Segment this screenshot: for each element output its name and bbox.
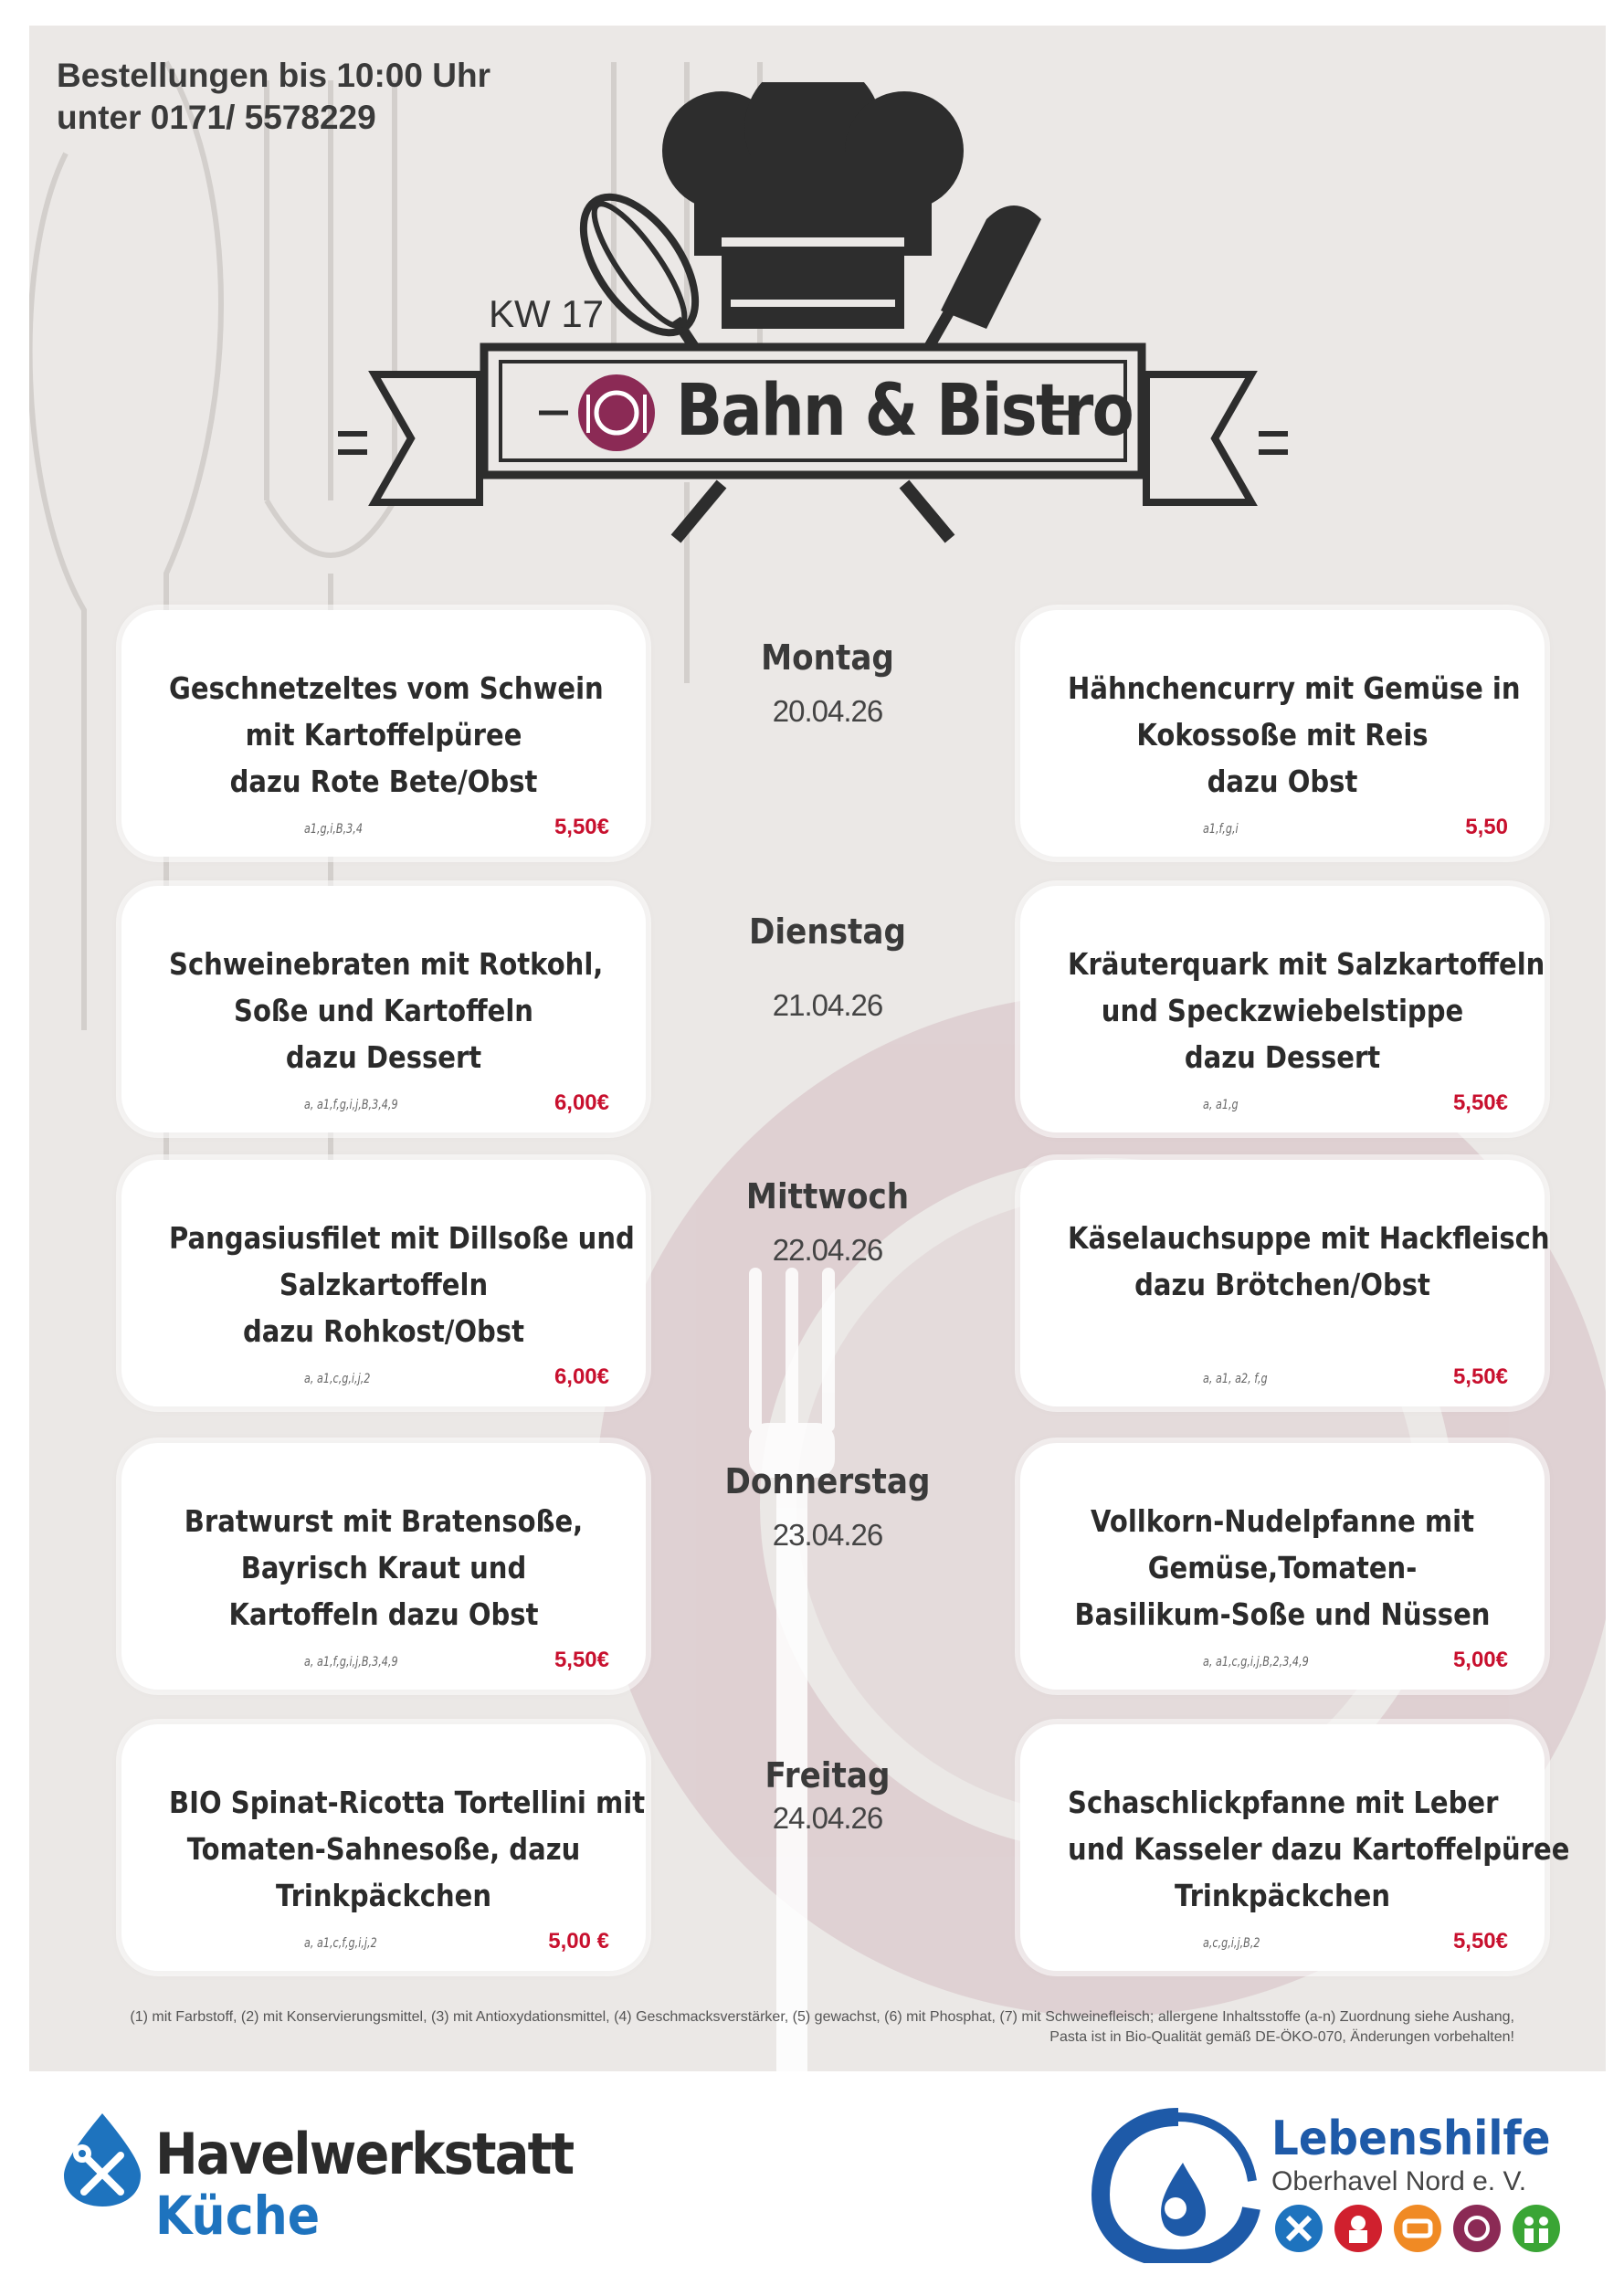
brand-title: Bahn & Bistro [676,370,1134,452]
price: 5,50 [1465,815,1508,839]
menu-card-thursday-left [121,1443,646,1690]
menu-card-friday-right [1020,1724,1570,1971]
day-wednesday [691,1176,965,1268]
allergen-codes: a,c,g,i,j,B,2 [1203,1936,1260,1951]
day-name: Dienstag [749,911,906,952]
menu-card-monday-left [121,610,646,857]
dish-text: Geschnetzeltes vom Schwein mit Kartoffelpüree dazu Rote Bete/Obst [169,670,604,799]
week-number: KW 17 [489,292,605,335]
price: 5,50€ [1452,1929,1508,1954]
menu-card-friday-left [121,1724,646,1971]
price: 6,00€ [554,1364,609,1389]
lebenshilfe-subtitle: Oberhavel Nord e. V. [1271,2166,1527,2196]
footnote: (1) mit Farbstoff, (2) mit Konservierungsmittel, (3) mit Antioxydationsmittel, (4) Geschmacksverstärker, (5) gewachst, (6) mit Phosphat, (7) mit Schweinefleisch; allergene Inhaltsstoffe (a-n) Zuordnung siehe Aushang, Pasta ist in Bio-Qualität gemäß DE-ÖKO-070, Änderungen vorbehalten! [130,2009,1514,2045]
chef-hat-icon [662,82,964,329]
day-date: 22.04.26 [772,1233,883,1267]
day-name: Donnerstag [724,1461,931,1501]
tools-icon [1275,2205,1323,2252]
dish-text: Kräuterquark mit Salzkartoffeln und Speckzwiebelstippe dazu Dessert [1068,946,1545,1075]
price: 5,50€ [554,815,609,839]
day-monday [691,637,965,729]
price: 5,50€ [554,1648,609,1672]
dish-text: Vollkorn-Nudelpfanne mit Gemüse,Tomaten- Basilikum-Soße und Nüssen [1074,1503,1491,1632]
price: 6,00€ [554,1090,609,1115]
day-date: 23.04.26 [772,1518,883,1552]
dish-text: Bratwurst mit Bratensoße, Bayrisch Kraut und Kartoffeln dazu Obst [184,1503,584,1632]
allergen-codes: a, a1,g [1203,1098,1239,1112]
dish-text: Schweinebraten mit Rotkohl, Soße und Kartoffeln dazu Dessert [169,946,604,1075]
menu-card-wednesday-right [1020,1160,1550,1406]
price: 5,00€ [1452,1648,1508,1672]
dish-text: Käselauchsuppe mit Hackfleisch dazu Brötchen/Obst [1068,1220,1550,1302]
day-date: 24.04.26 [772,1801,883,1835]
day-name: Mittwoch [745,1176,910,1216]
plate-icon [578,374,655,451]
menu-card-tuesday-right [1020,886,1545,1132]
day-thursday [691,1461,965,1553]
allergen-codes: a1,f,g,i [1203,822,1239,837]
plate-icon [1453,2205,1501,2252]
havelwerkstatt-title: Havelwerkstatt [155,2121,574,2187]
lebenshilfe-division-icons [1271,2201,1573,2256]
day-friday [691,1755,965,1836]
havelwerkstatt-logo-icon [57,2110,148,2210]
menu-card-tuesday-left [121,886,646,1132]
allergen-codes: a, a1, a2, f,g [1203,1372,1268,1386]
allergen-codes: a, a1,c,g,i,j,2 [304,1372,371,1386]
day-date: 21.04.26 [772,988,883,1022]
order-phone: unter 0171/ 5578229 [57,99,376,136]
allergen-codes: a, a1,c,f,g,i,j,2 [304,1936,377,1951]
havelwerkstatt-subtitle: Küche [155,2185,321,2247]
craft-icon [1394,2205,1441,2252]
allergen-codes: a, a1,f,g,i,j,B,3,4,9 [304,1098,398,1112]
day-name: Freitag [765,1755,891,1796]
allergen-codes: a, a1,f,g,i,j,B,3,4,9 [304,1655,398,1669]
price: 5,50€ [1452,1364,1508,1389]
lebenshilfe-logo-icon [1091,2108,1265,2263]
dish-text: Schaschlickpfanne mit Leber und Kasseler dazu Kartoffelpüree Trinkpäckchen [1068,1785,1570,1913]
day-date: 20.04.26 [772,694,883,728]
menu-card-thursday-right [1020,1443,1545,1690]
dish-text: Hähnchencurry mit Gemüse in Kokossoße mit Reis dazu Obst [1068,670,1521,799]
allergen-codes: a1,g,i,B,3,4 [304,822,363,837]
menu-card-wednesday-left [121,1160,646,1406]
day-name: Montag [761,637,894,678]
dish-text: Pangasiusfilet mit Dillsoße und Salzkartoffeln dazu Rohkost/Obst [169,1220,635,1349]
garden-icon [1334,2205,1382,2252]
lebenshilfe-title: Lebenshilfe [1271,2112,1551,2166]
price: 5,00 € [548,1929,609,1954]
chef-hat-logo [329,82,1297,575]
day-tuesday [691,911,965,1023]
dish-text: BIO Spinat-Ricotta Tortellini mit Tomaten-Sahnesoße, dazu Trinkpäckchen [169,1785,646,1913]
people-icon [1513,2205,1560,2252]
allergen-codes: a, a1,c,g,i,j,B,2,3,4,9 [1203,1655,1309,1669]
menu-card-monday-right [1020,610,1545,857]
order-deadline: Bestellungen bis 10:00 Uhr [57,57,490,94]
price: 5,50€ [1452,1090,1508,1115]
